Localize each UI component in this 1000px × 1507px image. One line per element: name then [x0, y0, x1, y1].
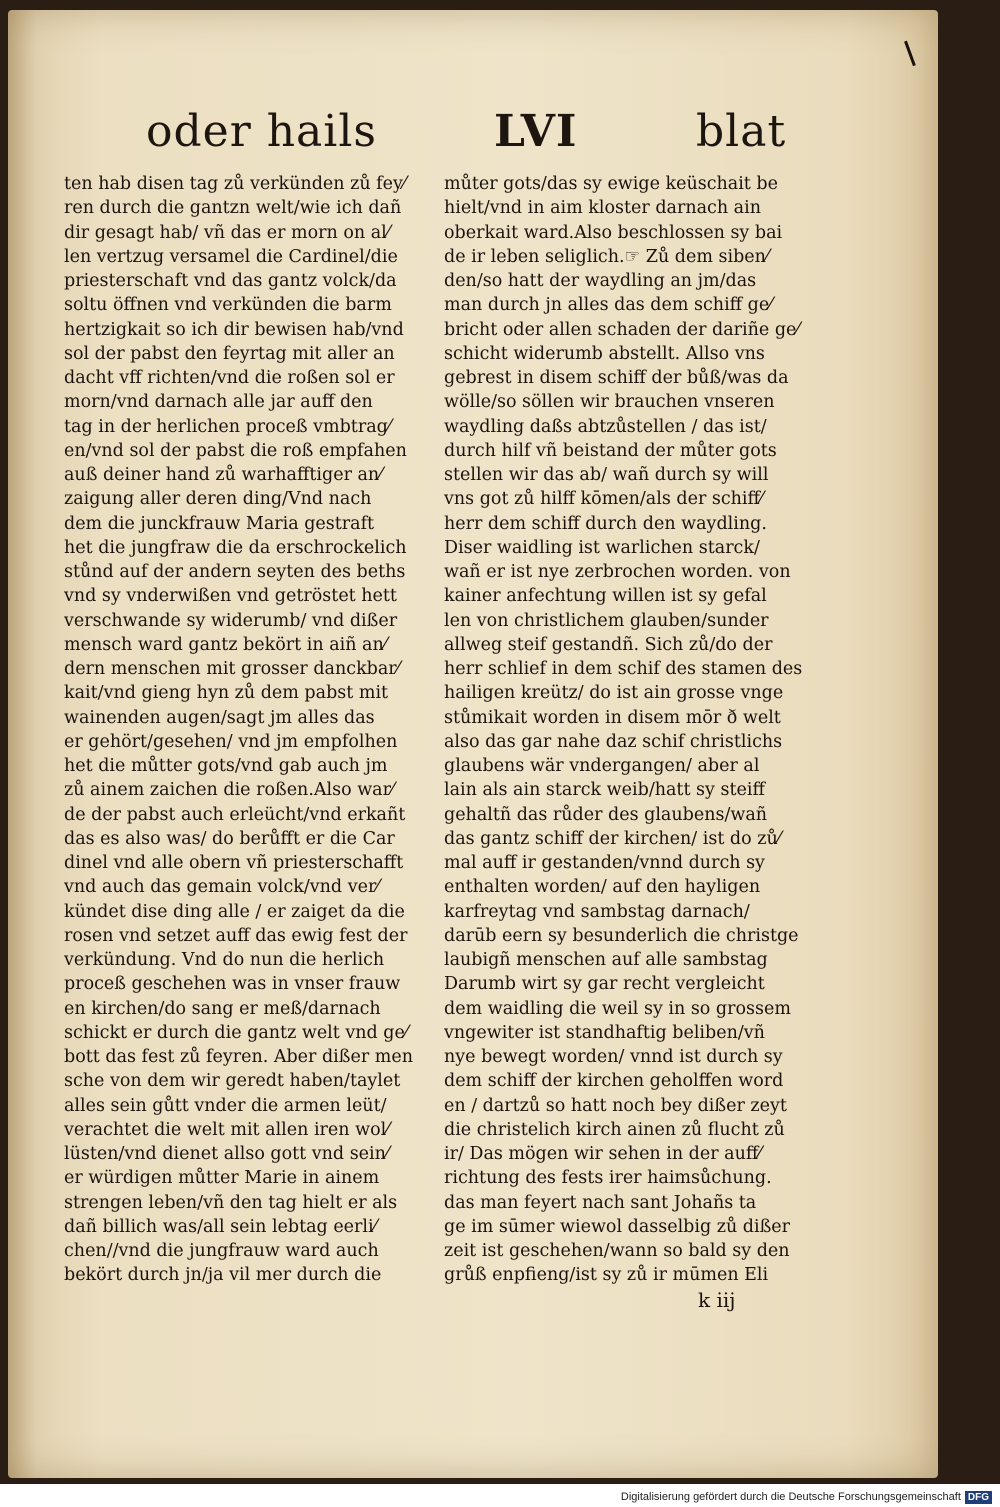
- text-line: vns got zů hilff kōmen/als der schiff⁄: [444, 489, 763, 510]
- text-line: mal auff ir gestanden/vnnd durch sy: [444, 853, 765, 873]
- text-line: allweg steif gestandñ. Sich zů/do der: [444, 634, 773, 655]
- text-line: verachtet die welt mit allen iren wol⁄: [64, 1119, 390, 1140]
- dfg-logo: DFG: [965, 1491, 992, 1504]
- text-line: man durch jn alles das dem schiff ge⁄: [444, 295, 773, 316]
- text-line: dern menschen mit grosser danckbar⁄: [64, 659, 400, 679]
- text-line: alles sein gůtt vnder die armen leüt/: [64, 1095, 387, 1116]
- text-line: zeit ist geschehen/wann so bald sy den: [444, 1241, 790, 1261]
- text-line: gehaltñ das růder des glaubens/wañ: [444, 804, 768, 825]
- text-line: en / dartzů so hatt noch bey dißer zeyt: [444, 1095, 787, 1116]
- text-line: durch hilf vñ beistand der můter gots: [444, 440, 777, 461]
- text-line: schickt er durch die gantz welt vnd ge⁄: [64, 1022, 408, 1043]
- signature-mark: k iij: [698, 1288, 736, 1312]
- text-line: also das gar nahe daz schif christlichs: [444, 731, 783, 752]
- text-line: proceß geschehen was in vnser frauw: [64, 974, 401, 995]
- book-page: [8, 10, 938, 1478]
- text-line: het die jungfraw die da erschrockelich: [64, 537, 407, 558]
- text-line: ge im sūmer wiewol dasselbig zů dißer: [444, 1216, 790, 1237]
- text-line: das es also was/ do berůfft er die Car: [64, 828, 395, 849]
- text-line: dir gesagt hab/ vñ das er morn on al⁄: [64, 222, 390, 243]
- text-line: den/so hatt der waydling an jm/das: [444, 271, 757, 291]
- text-line: das man feyert nach sant Johañs ta: [444, 1192, 757, 1213]
- header-left: oder hails: [146, 106, 378, 157]
- text-line: ren durch die gantzn welt/wie ich dañ: [64, 198, 402, 219]
- text-line: waydling daßs abtzůstellen / das ist/: [444, 416, 767, 437]
- text-line: richtung des fests irer haimsůchung.: [444, 1168, 772, 1189]
- text-line: herr dem schiff durch den waydling.: [444, 513, 767, 534]
- text-line: stůnd auf der andern seyten des beths: [64, 562, 406, 582]
- text-line: nye bewegt worden/ vnnd ist durch sy: [444, 1047, 783, 1067]
- text-line: dem waidling die weil sy in so grossem: [444, 998, 791, 1019]
- text-line: rosen vnd setzet auff das ewig fest der: [64, 925, 408, 946]
- text-line: dem schiff der kirchen geholffen word: [444, 1071, 784, 1092]
- text-line: glaubens wär vndergangen/ aber al: [444, 756, 760, 776]
- footer: [621, 1490, 992, 1504]
- text-line: bott das fest zů feyren. Aber dißer men: [64, 1047, 413, 1067]
- text-line: auß deiner hand zů warhafftiger an⁄: [64, 465, 383, 485]
- text-line: hertzigkait so ich dir bewisen hab/vnd: [64, 319, 404, 340]
- text-line: vnd sy vnderwißen vnd getröstet hett: [64, 586, 397, 607]
- left-column: [64, 172, 424, 1288]
- text-line: de ir leben seliglich.☞ Zů dem siben⁄: [444, 246, 769, 267]
- text-line: schicht widerumb abstellt. Allso vns: [444, 343, 765, 364]
- text-line: sche von dem wir geredt haben/taylet: [64, 1071, 401, 1092]
- text-line: Diser waidling ist warlichen starck/: [444, 537, 760, 558]
- running-header: [8, 106, 938, 176]
- text-line: ir/ Das mögen wir sehen in der auff⁄: [444, 1144, 762, 1164]
- text-line: en/vnd sol der pabst die roß empfahen: [64, 440, 407, 461]
- text-line: karfreytag vnd sambstag darnach/: [444, 901, 750, 922]
- text-line: sol der pabst den feyrtag mit aller an: [64, 343, 395, 364]
- text-line: das gantz schiff der kirchen/ ist do zů⁄: [444, 828, 781, 849]
- text-line: die christelich kirch ainen zů flucht zů: [444, 1119, 785, 1140]
- text-line: hailigen kreütz/ do ist ain grosse vnge: [444, 683, 784, 704]
- text-line: lüsten/vnd dienet allso gott vnd sein⁄: [64, 1144, 389, 1164]
- text-line: zů ainem zaichen die roßen.Also war⁄: [64, 780, 394, 801]
- text-line: de der pabst auch erleücht/vnd erkañt: [64, 804, 406, 825]
- text-line: kündet dise ding alle / er zaiget da die: [64, 901, 405, 922]
- text-line: soltu öffnen vnd verkünden die barm: [64, 295, 392, 316]
- text-line: len von christlichem glauben/sunder: [444, 610, 769, 631]
- corner-mark: [904, 36, 929, 66]
- text-line: darūb eern sy besunderlich die christge: [444, 925, 799, 946]
- text-line: chen//vnd die jungfrauw ward auch: [64, 1241, 379, 1261]
- text-line: dem die junckfrauw Maria gestraft: [64, 513, 375, 534]
- text-line: wölle/so söllen wir brauchen vnseren: [444, 392, 775, 413]
- text-line: zaigung aller deren ding/Vnd nach: [64, 489, 372, 510]
- text-line: morn/vnd darnach alle jar auff den: [64, 392, 373, 413]
- text-line: stůmikait worden in disem mōr ð welt: [444, 707, 781, 728]
- text-line: dinel vnd alle obern vñ priesterschafft: [64, 853, 404, 873]
- text-line: lain als ain starck weib/hatt sy steiff: [444, 780, 765, 801]
- text-line: laubigñ menschen auf alle sambstag: [444, 950, 768, 970]
- text-line: strengen leben/vñ den tag hielt er als: [64, 1192, 398, 1213]
- text-line: grůß enpfieng/ist sy zů ir mūmen Eli: [444, 1265, 769, 1286]
- text-line: dacht vff richten/vnd die roßen sol er: [64, 368, 395, 388]
- text-line: vngewiter ist standhaftig beliben/vñ: [444, 1022, 765, 1043]
- text-line: bricht oder allen schaden der dariñe ge⁄: [444, 319, 800, 340]
- folio-number: LVI: [494, 106, 578, 157]
- text-line: len vertzug versamel die Cardinel/die: [64, 246, 398, 267]
- text-line: oberkait ward.Also beschlossen sy bai: [444, 222, 783, 243]
- text-line: en kirchen/do sang er meß/darnach: [64, 998, 381, 1019]
- text-line: er würdigen můtter Marie in ainem: [64, 1168, 380, 1189]
- text-line: wañ er ist nye zerbrochen worden. von: [444, 562, 791, 582]
- text-line: ten hab disen tag zů verkünden zů fey⁄: [64, 174, 406, 194]
- header-right: blat: [696, 106, 787, 157]
- text-line: wainenden augen/sagt jm alles das: [64, 707, 375, 728]
- text-line: vnd auch das gemain volck/vnd ver⁄: [64, 877, 380, 898]
- footer-text: Digitalisierung gefördert durch die Deutsche Forschungsgemeinschaft: [620, 1491, 961, 1503]
- text-line: dañ billich was/all sein lebtag eerli⁄: [64, 1216, 377, 1237]
- text-line: hielt/vnd in aim kloster darnach ain: [444, 198, 761, 219]
- text-line: verkündung. Vnd do nun die herlich: [64, 950, 385, 970]
- text-line: priesterschaft vnd das gantz volck/da: [64, 271, 397, 291]
- text-line: er gehört/gesehen/ vnd jm empfolhen: [64, 731, 398, 752]
- text-line: herr schlief in dem schif des stamen des: [444, 659, 803, 679]
- text-line: tag in der herlichen proceß vmbtrag⁄: [64, 416, 391, 437]
- right-column: [444, 172, 804, 1288]
- text-line: verschwande sy widerumb/ vnd dißer: [64, 610, 398, 631]
- text-line: kait/vnd gieng hyn zů dem pabst mit: [64, 683, 389, 704]
- text-line: mensch ward gantz bekört in aiñ an⁄: [64, 634, 387, 655]
- text-line: stellen wir das ab/ wañ durch sy will: [444, 465, 769, 485]
- text-line: Darumb wirt sy gar recht vergleicht: [444, 974, 765, 995]
- text-line: enthalten worden/ auf den hayligen: [444, 877, 761, 898]
- text-line: můter gots/das sy ewige keüschait be: [444, 174, 778, 194]
- text-line: bekört durch jn/ja vil mer durch die: [64, 1265, 382, 1286]
- text-line: kainer anfechtung willen ist sy gefal: [444, 586, 767, 607]
- text-line: het die můtter gots/vnd gab auch jm: [64, 756, 388, 776]
- text-line: gebrest in disem schiff der bůß/was da: [444, 368, 789, 388]
